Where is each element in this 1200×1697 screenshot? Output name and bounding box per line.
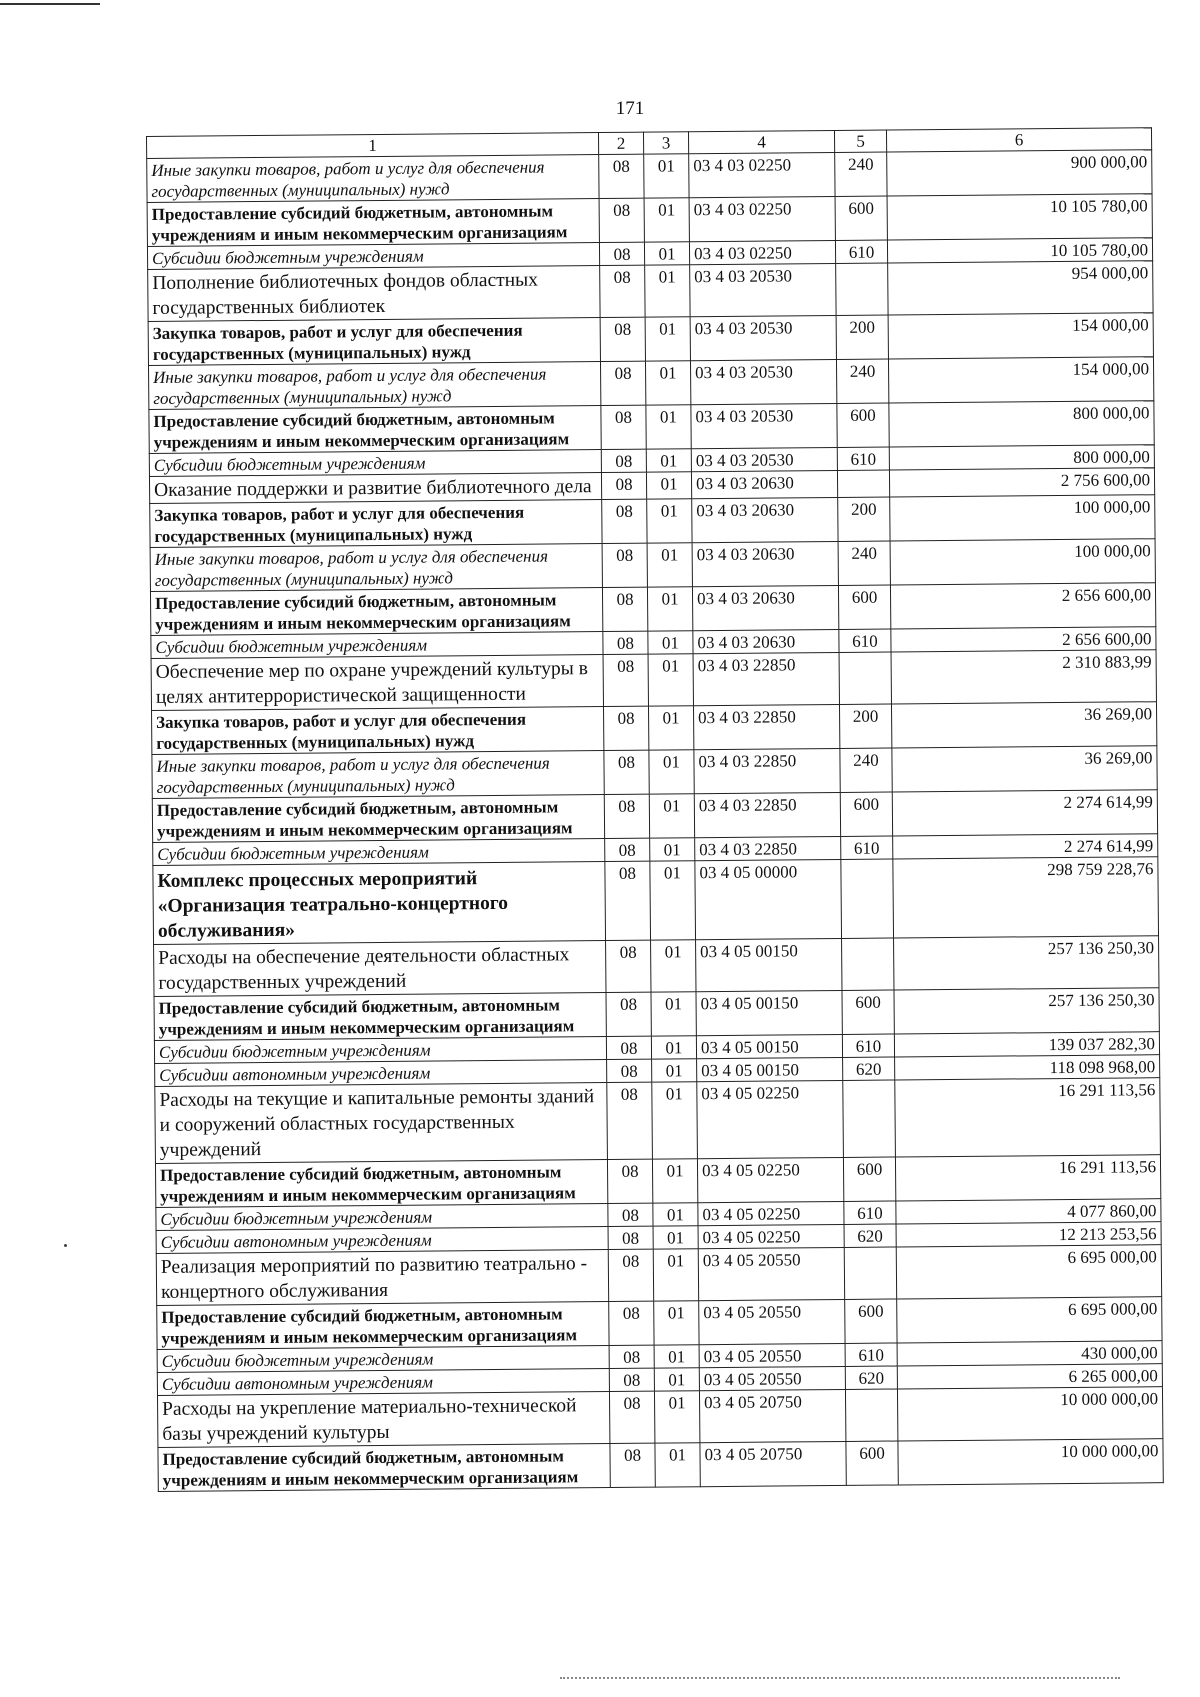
cell-subsection: 01 <box>650 838 695 861</box>
cell-section: 08 <box>599 198 644 242</box>
cell-subsection: 01 <box>645 265 690 317</box>
cell-expense-type: 620 <box>844 1224 896 1247</box>
cell-expense-type <box>839 652 891 704</box>
cell-amount: 118 098 968,00 <box>895 1055 1160 1080</box>
cell-amount: 6 695 000,00 <box>896 1245 1161 1299</box>
cell-name: Расходы на текущие и капитальные ремонты зданий и сооружений областных государственных учреждений <box>155 1083 608 1164</box>
cell-amount: 2 756 600,00 <box>889 468 1154 497</box>
cell-name: Предоставление субсидий бюджетным, автономным учреждениям и иным некоммерческим организациям <box>157 1302 609 1350</box>
cell-expense-type: 610 <box>844 1201 896 1224</box>
cell-target-code: 03 4 03 20630 <box>691 470 837 498</box>
cell-section: 08 <box>605 838 650 861</box>
cell-amount: 16 291 113,56 <box>895 1155 1160 1201</box>
cell-name: Субсидии бюджетным учреждениям <box>156 1204 608 1231</box>
cell-name: Субсидии бюджетным учреждениям <box>151 632 603 659</box>
scan-speck <box>64 1244 67 1247</box>
cell-amount: 154 000,00 <box>888 357 1153 403</box>
cell-section: 08 <box>608 1249 653 1301</box>
cell-target-code: 03 4 05 02250 <box>698 1201 844 1225</box>
cell-name: Субсидии бюджетным учреждениям <box>154 1037 606 1064</box>
cell-section: 08 <box>600 361 645 405</box>
cell-subsection: 01 <box>651 940 696 992</box>
cell-section: 08 <box>603 706 648 750</box>
cell-section: 08 <box>601 472 646 499</box>
cell-expense-type: 200 <box>838 497 890 541</box>
cell-section: 08 <box>606 1036 651 1059</box>
cell-target-code: 03 4 03 22850 <box>694 748 840 793</box>
cell-subsection: 01 <box>644 198 689 242</box>
cell-section: 08 <box>603 631 648 654</box>
cell-subsection: 01 <box>649 750 694 794</box>
table-body <box>147 150 1164 1492</box>
cell-target-code: 03 4 05 20750 <box>700 1441 846 1486</box>
cell-target-code: 03 4 05 20550 <box>699 1366 845 1390</box>
cell-amount: 2 274 614,99 <box>893 834 1158 859</box>
cell-section: 08 <box>601 405 646 449</box>
cell-expense-type <box>841 859 894 938</box>
cell-target-code: 03 4 05 02250 <box>698 1224 844 1248</box>
cell-target-code: 03 4 05 00150 <box>696 1034 842 1058</box>
cell-subsection: 01 <box>644 154 689 198</box>
cell-amount: 2 656 600,00 <box>890 583 1155 629</box>
page-number: 171 <box>615 98 645 119</box>
cell-subsection: 01 <box>647 543 692 587</box>
cell-target-code: 03 4 03 22850 <box>695 836 841 860</box>
cell-subsection: 01 <box>654 1391 699 1443</box>
cell-amount: 6 265 000,00 <box>897 1364 1162 1389</box>
cell-expense-type: 620 <box>843 1057 895 1080</box>
cell-amount: 2 310 883,99 <box>891 650 1156 704</box>
cell-expense-type <box>844 1247 896 1299</box>
cell-subsection: 01 <box>645 361 690 405</box>
cell-target-code: 03 4 03 20630 <box>692 541 838 586</box>
cell-expense-type: 610 <box>839 629 891 652</box>
cell-amount: 900 000,00 <box>887 150 1152 196</box>
cell-expense-type: 600 <box>835 196 887 240</box>
cell-target-code: 03 4 03 20630 <box>692 585 838 630</box>
cell-name: Предоставление субсидий бюджетным, автономным учреждениям и иным некоммерческим организациям <box>147 199 599 247</box>
cell-section: 08 <box>608 1226 653 1249</box>
cell-name: Субсидии автономным учреждениям <box>156 1227 608 1254</box>
cell-subsection: 01 <box>651 992 696 1036</box>
cell-expense-type: 240 <box>840 748 892 792</box>
cell-name: Предоставление субсидий бюджетным, автономным учреждениям и иным некоммерческим организациям <box>154 993 606 1041</box>
cell-amount: 16 291 113,56 <box>895 1078 1161 1157</box>
cell-subsection: 01 <box>652 1159 697 1203</box>
cell-name: Предоставление субсидий бюджетным, автономным учреждениям и иным некоммерческим организациям <box>158 1444 610 1492</box>
cell-subsection: 01 <box>647 587 692 631</box>
cell-subsection: 01 <box>650 861 696 940</box>
cell-name: Пополнение библиотечных фондов областных государственных библиотек <box>148 266 600 322</box>
cell-target-code: 03 4 05 02250 <box>697 1157 843 1202</box>
cell-amount: 6 695 000,00 <box>897 1297 1162 1343</box>
cell-section: 08 <box>602 543 647 587</box>
cell-target-code: 03 4 03 20530 <box>691 447 837 471</box>
cell-amount: 10 000 000,00 <box>897 1387 1162 1441</box>
cell-subsection: 01 <box>651 1036 696 1059</box>
cell-subsection: 01 <box>645 317 690 361</box>
cell-target-code: 03 4 05 20550 <box>699 1343 845 1367</box>
cell-expense-type: 600 <box>845 1299 897 1343</box>
col-header-5: 5 <box>834 130 886 152</box>
cell-subsection: 01 <box>653 1249 698 1301</box>
cell-target-code: 03 4 05 20550 <box>699 1299 845 1344</box>
cell-section: 08 <box>609 1368 654 1391</box>
cell-subsection: 01 <box>652 1082 698 1159</box>
cell-name: Предоставление субсидий бюджетным, автономным учреждениям и иным некоммерческим организациям <box>149 406 601 454</box>
col-header-1: 1 <box>147 133 599 159</box>
cell-subsection: 01 <box>646 472 691 499</box>
col-header-2: 2 <box>598 132 643 154</box>
cell-section: 08 <box>604 750 649 794</box>
cell-target-code: 03 4 03 20530 <box>690 315 836 360</box>
cell-expense-type: 610 <box>845 1343 897 1366</box>
cell-section: 08 <box>599 154 644 198</box>
cell-section: 08 <box>604 794 649 838</box>
cell-section: 08 <box>602 587 647 631</box>
cell-subsection: 01 <box>654 1345 699 1368</box>
cell-section: 08 <box>599 242 644 265</box>
cell-name: Закупка товаров, работ и услуг для обеспечения государственных (муниципальных) нужд <box>148 318 600 366</box>
cell-section: 08 <box>601 449 646 472</box>
cell-target-code: 03 4 03 22850 <box>694 792 840 837</box>
cell-target-code: 03 4 03 20630 <box>692 497 838 542</box>
cell-subsection: 01 <box>646 449 691 472</box>
cell-expense-type <box>843 1080 896 1157</box>
cell-expense-type: 610 <box>842 1034 894 1057</box>
cell-expense-type: 200 <box>839 704 891 748</box>
cell-target-code: 03 4 03 20630 <box>693 629 839 653</box>
table-row <box>158 1439 1163 1492</box>
cell-amount: 4 077 860,00 <box>896 1199 1161 1224</box>
cell-amount: 10 000 000,00 <box>898 1439 1163 1485</box>
cell-amount: 100 000,00 <box>890 539 1155 585</box>
cell-name: Иные закупки товаров, работ и услуг для обеспечения государственных (муниципальных) нужд <box>149 362 601 410</box>
cell-section: 08 <box>607 1059 652 1082</box>
cell-subsection: 01 <box>648 631 693 654</box>
scan-edge-mark <box>0 3 100 5</box>
cell-subsection: 01 <box>653 1203 698 1226</box>
cell-name: Субсидии бюджетным учреждениям <box>153 839 605 866</box>
cell-name: Закупка товаров, работ и услуг для обеспечения государственных (муниципальных) нужд <box>152 707 604 755</box>
table-row <box>153 857 1159 945</box>
table-row <box>157 1387 1162 1448</box>
cell-amount: 100 000,00 <box>890 495 1155 541</box>
cell-amount: 954 000,00 <box>888 261 1153 315</box>
cell-target-code: 03 4 05 20550 <box>698 1247 844 1300</box>
cell-target-code: 03 4 03 02250 <box>689 196 835 241</box>
cell-expense-type: 240 <box>838 541 890 585</box>
cell-target-code: 03 4 05 00150 <box>696 938 842 991</box>
cell-section: 08 <box>600 317 645 361</box>
cell-name: Субсидии автономным учреждениям <box>155 1060 607 1087</box>
cell-expense-type: 610 <box>835 240 887 263</box>
cell-subsection: 01 <box>648 706 693 750</box>
cell-subsection: 01 <box>649 794 694 838</box>
cell-section: 08 <box>603 654 648 706</box>
cell-section: 08 <box>609 1391 654 1443</box>
cell-amount: 257 136 250,30 <box>894 936 1159 990</box>
cell-subsection: 01 <box>654 1301 699 1345</box>
cell-section: 08 <box>600 265 645 317</box>
cell-expense-type <box>845 1389 897 1441</box>
cell-expense-type: 610 <box>841 836 893 859</box>
cell-expense-type: 600 <box>840 792 892 836</box>
cell-amount: 800 000,00 <box>889 445 1154 470</box>
cell-target-code: 03 4 05 00150 <box>696 990 842 1035</box>
cell-section: 08 <box>608 1203 653 1226</box>
cell-expense-type <box>842 938 894 990</box>
cell-amount: 800 000,00 <box>889 401 1154 447</box>
cell-expense-type <box>836 263 888 315</box>
cell-name: Обеспечение мер по охране учреждений культуры в целях антитеррористической защищенности <box>151 655 603 711</box>
col-header-4: 4 <box>688 130 834 153</box>
cell-target-code: 03 4 05 02250 <box>697 1080 844 1158</box>
cell-name: Предоставление субсидий бюджетным, автономным учреждениям и иным некоммерческим организациям <box>152 795 604 843</box>
cell-name: Предоставление субсидий бюджетным, автономным учреждениям и иным некоммерческим организациям <box>150 588 602 636</box>
cell-name: Субсидии бюджетным учреждениям <box>149 450 601 477</box>
cell-target-code: 03 4 03 22850 <box>693 652 839 705</box>
cell-amount: 2 274 614,99 <box>892 790 1157 836</box>
cell-target-code: 03 4 03 02250 <box>689 152 835 197</box>
cell-name: Предоставление субсидий бюджетным, автономным учреждениям и иным некоммерческим организациям <box>155 1160 607 1208</box>
cell-section: 08 <box>602 499 647 543</box>
cell-name: Закупка товаров, работ и услуг для обеспечения государственных (муниципальных) нужд <box>150 500 602 548</box>
cell-name: Субсидии автономным учреждениям <box>157 1369 609 1396</box>
cell-name: Реализация мероприятий по развитию театрально - концертного обслуживания <box>156 1250 608 1306</box>
cell-subsection: 01 <box>654 1368 699 1391</box>
cell-amount: 10 105 780,00 <box>887 194 1152 240</box>
cell-subsection: 01 <box>648 654 693 706</box>
cell-name: Иные закупки товаров, работ и услуг для обеспечения государственных (муниципальных) нужд <box>150 544 602 592</box>
cell-amount: 154 000,00 <box>888 313 1153 359</box>
cell-amount: 298 759 228,76 <box>893 857 1159 938</box>
cell-section: 08 <box>607 1159 652 1203</box>
cell-subsection: 01 <box>644 242 689 265</box>
cell-target-code: 03 4 03 20530 <box>690 263 836 316</box>
cell-amount: 36 269,00 <box>891 702 1156 748</box>
scan-bottom-mark <box>560 1677 1120 1681</box>
table-row <box>151 650 1156 711</box>
cell-name: Расходы на обеспечение деятельности областных государственных учреждений <box>154 941 606 997</box>
cell-expense-type: 600 <box>838 585 890 629</box>
cell-amount: 139 037 282,30 <box>894 1032 1159 1057</box>
cell-amount: 10 105 780,00 <box>887 238 1152 263</box>
budget-table <box>146 127 1164 1492</box>
col-header-3: 3 <box>643 132 688 154</box>
cell-amount: 257 136 250,30 <box>894 988 1159 1034</box>
cell-name: Субсидии бюджетным учреждениям <box>157 1346 609 1373</box>
cell-name: Оказание поддержки и развитие библиотечного дела <box>149 473 601 504</box>
cell-name: Комплекс процессных мероприятий «Организация театрально-концертного обслуживания» <box>153 862 606 945</box>
col-header-6: 6 <box>886 128 1151 152</box>
table-row <box>148 261 1153 322</box>
cell-name: Иные закупки товаров, работ и услуг для обеспечения государственных (муниципальных) нужд <box>152 751 604 799</box>
cell-expense-type: 620 <box>845 1366 897 1389</box>
cell-expense-type: 600 <box>846 1441 898 1485</box>
table-row <box>155 1078 1161 1164</box>
cell-subsection: 01 <box>653 1226 698 1249</box>
cell-target-code: 03 4 03 22850 <box>693 704 839 749</box>
cell-subsection: 01 <box>652 1059 697 1082</box>
cell-target-code: 03 4 03 02250 <box>689 240 835 264</box>
cell-target-code: 03 4 05 20750 <box>699 1389 845 1442</box>
cell-expense-type: 600 <box>837 403 889 447</box>
cell-section: 08 <box>606 992 651 1036</box>
cell-expense-type: 600 <box>843 1157 895 1201</box>
cell-name: Расходы на укрепление материально-технической базы учреждений культуры <box>157 1392 609 1448</box>
cell-amount: 36 269,00 <box>892 746 1157 792</box>
table-row <box>154 936 1159 997</box>
cell-amount: 2 656 600,00 <box>891 627 1156 652</box>
cell-expense-type: 600 <box>842 990 894 1034</box>
cell-expense-type <box>837 470 889 497</box>
cell-expense-type: 200 <box>836 315 888 359</box>
cell-section: 08 <box>609 1345 654 1368</box>
cell-name: Иные закупки товаров, работ и услуг для обеспечения государственных (муниципальных) нужд <box>147 155 599 203</box>
cell-subsection: 01 <box>647 499 692 543</box>
cell-section: 08 <box>609 1301 654 1345</box>
cell-target-code: 03 4 05 00150 <box>697 1057 843 1081</box>
cell-subsection: 01 <box>655 1443 700 1487</box>
table-row <box>156 1245 1161 1306</box>
cell-name: Субсидии бюджетным учреждениям <box>147 243 599 270</box>
cell-section: 08 <box>607 1082 653 1159</box>
cell-expense-type: 240 <box>836 359 888 403</box>
cell-expense-type: 240 <box>835 152 887 196</box>
cell-section: 08 <box>606 940 651 992</box>
cell-target-code: 03 4 03 20530 <box>691 403 837 448</box>
cell-target-code: 03 4 05 00000 <box>695 859 842 939</box>
cell-amount: 430 000,00 <box>897 1341 1162 1366</box>
cell-target-code: 03 4 03 20530 <box>690 359 836 404</box>
cell-expense-type: 610 <box>837 447 889 470</box>
cell-amount: 12 213 253,56 <box>896 1222 1161 1247</box>
cell-section: 08 <box>605 861 651 940</box>
cell-section: 08 <box>610 1443 655 1487</box>
cell-subsection: 01 <box>646 405 691 449</box>
